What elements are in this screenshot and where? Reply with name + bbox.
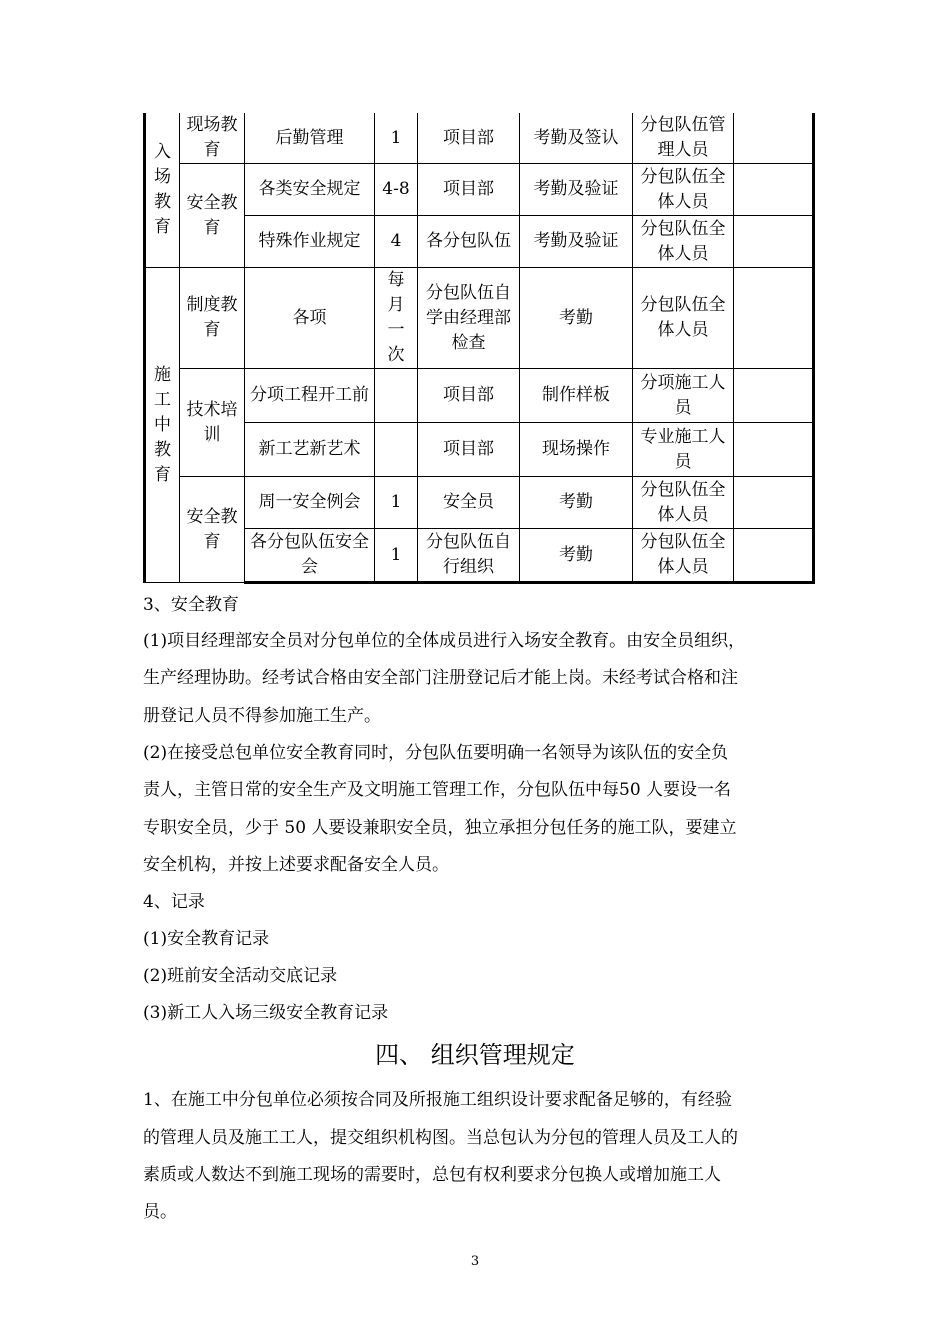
table-cell: 分包队伍管理人员	[633, 113, 734, 164]
table-cell: 分包队伍自行组织	[418, 529, 520, 583]
record-item-1: (1)安全教育记录	[143, 929, 270, 949]
table-cell: 项目部	[418, 164, 520, 216]
table-cell	[734, 529, 814, 583]
table-cell: 1	[375, 477, 418, 529]
table-cell: 制度教育	[180, 268, 245, 369]
table-cell: 各分包队伍	[418, 216, 520, 268]
record-item-2: (2)班前安全活动交底记录	[143, 966, 338, 986]
table-cell: 考勤	[520, 268, 633, 369]
paragraph-1-line-3: 册登记人员不得参加施工生产。	[143, 706, 381, 726]
paragraph-2-line-1: (2)在接受总包单位安全教育同时，分包队伍要明确一名领导为该队伍的安全负	[143, 743, 729, 763]
education-schedule-table	[143, 113, 815, 584]
table-cell: 施 工 中 教 育	[145, 268, 180, 583]
section-3-title: 3、安全教育	[143, 595, 239, 615]
table-cell: 分包队伍全体人员	[633, 268, 734, 369]
table-cell: 1	[375, 113, 418, 164]
table-cell	[734, 477, 814, 529]
table-cell: 考勤	[520, 529, 633, 583]
table-cell: 安全教育	[180, 477, 245, 583]
table-row	[145, 164, 814, 216]
table-cell: 考勤及验证	[520, 216, 633, 268]
table-cell: 安全员	[418, 477, 520, 529]
table-cell: 分项施工人员	[633, 369, 734, 423]
table-cell: 专业施工人员	[633, 423, 734, 477]
table-cell: 现场操作	[520, 423, 633, 477]
table-cell: 每 月 一 次	[375, 268, 418, 369]
table-cell	[734, 268, 814, 369]
table-cell: 项目部	[418, 423, 520, 477]
paragraph-1-line-2: 生产经理协助。经考试合格由安全部门注册登记后才能上岗。未经考试合格和注	[143, 668, 738, 688]
table-cell: 分包队伍自学由经理部检查	[418, 268, 520, 369]
section-heading: 四、 组织管理规定	[375, 1041, 575, 1069]
table-row	[145, 216, 814, 268]
table-cell: 各类安全规定	[245, 164, 375, 216]
table-cell: 各分包队伍安全会	[245, 529, 375, 583]
table-cell: 后勤管理	[245, 113, 375, 164]
record-item-3: (3)新工人入场三级安全教育记录	[143, 1003, 389, 1023]
table-cell: 周一安全例会	[245, 477, 375, 529]
table-cell: 技术培训	[180, 369, 245, 477]
table-cell	[734, 216, 814, 268]
table-cell: 制作样板	[520, 369, 633, 423]
table-row	[145, 477, 814, 529]
table-cell: 1	[375, 529, 418, 583]
table-row	[145, 113, 814, 164]
table-cell: 项目部	[418, 369, 520, 423]
table-cell: 分项工程开工前	[245, 369, 375, 423]
table-cell: 分包队伍全体人员	[633, 477, 734, 529]
paragraph-3-line-1: 1、在施工中分包单位必须按合同及所报施工组织设计要求配备足够的，有经验	[143, 1090, 732, 1110]
table-cell: 分包队伍全体人员	[633, 216, 734, 268]
table-cell	[734, 369, 814, 423]
table-cell	[375, 369, 418, 423]
paragraph-3-line-3: 素质或人数达不到施工现场的需要时，总包有权利要求分包换人或增加施工人	[143, 1165, 721, 1185]
section-4-title: 4、记录	[143, 892, 205, 912]
table-cell: 新工艺新艺术	[245, 423, 375, 477]
table-cell: 考勤	[520, 477, 633, 529]
table-row	[145, 369, 814, 423]
table-cell: 各项	[245, 268, 375, 369]
table-cell: 入 场 教 育	[145, 113, 180, 268]
table-cell	[734, 164, 814, 216]
table-cell: 项目部	[418, 113, 520, 164]
paragraph-3-line-2: 的管理人员及施工工人，提交组织机构图。当总包认为分包的管理人员及工人的	[143, 1128, 738, 1148]
table-cell: 4-8	[375, 164, 418, 216]
table-cell: 分包队伍全体人员	[633, 164, 734, 216]
table-row	[145, 529, 814, 583]
paragraph-2-line-3: 专职安全员，少于 50 人要设兼职安全员，独立承担分包任务的施工队，要建立	[143, 818, 737, 838]
table-cell: 4	[375, 216, 418, 268]
table-row	[145, 268, 814, 369]
paragraph-2-line-2: 责人，主管日常的安全生产及文明施工管理工作，分包队伍中每50 人要设一名	[143, 780, 732, 800]
table-cell: 安全教育	[180, 164, 245, 268]
paragraph-3-line-4: 员。	[143, 1202, 177, 1222]
table-cell: 现场教育	[180, 113, 245, 164]
table-cell	[734, 113, 814, 164]
table-cell	[375, 423, 418, 477]
table-row	[145, 423, 814, 477]
page-number: 3	[470, 1254, 480, 1269]
table-cell: 考勤及签认	[520, 113, 633, 164]
paragraph-2-line-4: 安全机构，并按上述要求配备安全人员。	[143, 855, 449, 875]
paragraph-1-line-1: (1)项目经理部安全员对分包单位的全体成员进行入场安全教育。由安全员组织，	[143, 631, 746, 651]
table-cell	[734, 423, 814, 477]
table-cell: 考勤及验证	[520, 164, 633, 216]
table-cell: 特殊作业规定	[245, 216, 375, 268]
table-cell: 分包队伍全体人员	[633, 529, 734, 583]
